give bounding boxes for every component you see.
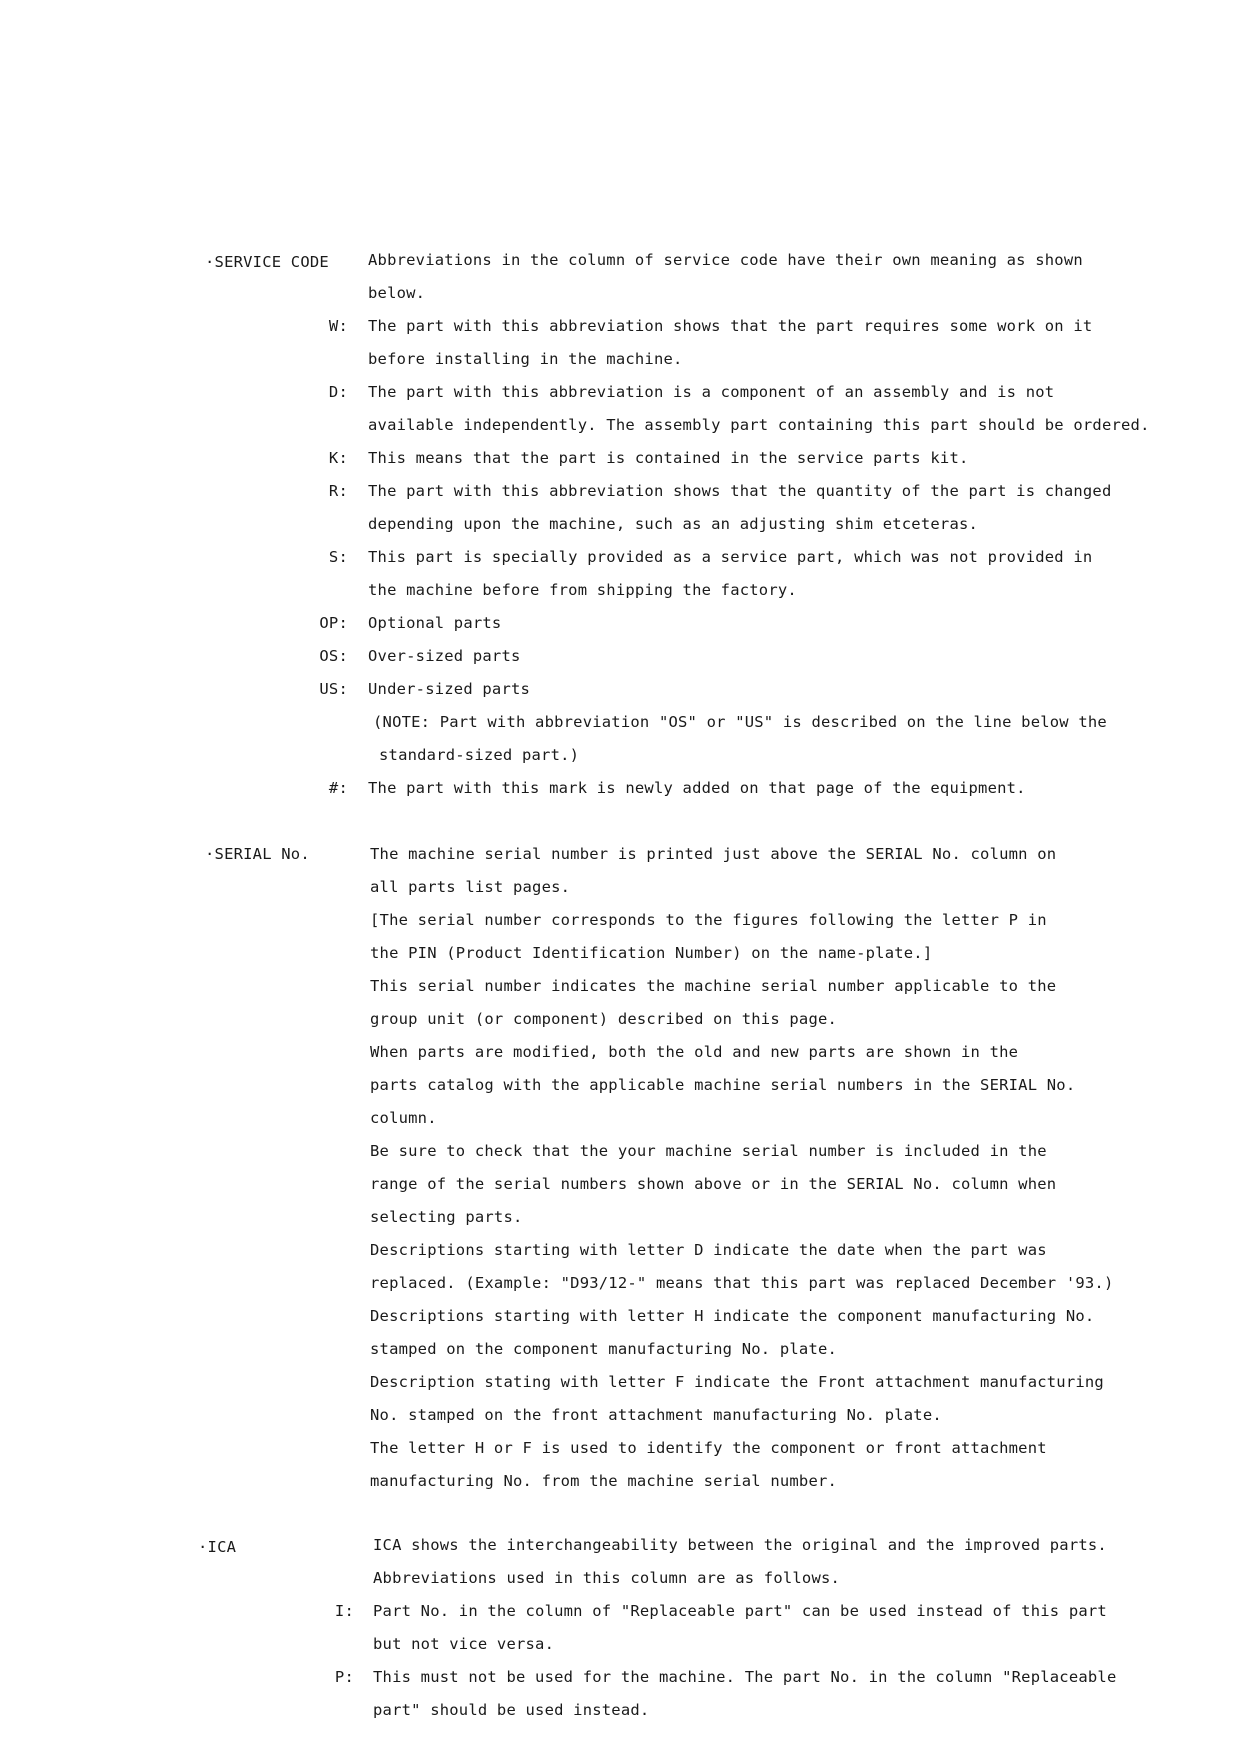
ica-intro: ICA shows the interchangeability between the original and the improved parts. (373, 1536, 1107, 1554)
serial-line: selecting parts. (370, 1208, 523, 1226)
service-code-intro: Abbreviations in the column of service code have their own meaning as shown (368, 251, 1083, 269)
code-k: K: (328, 449, 348, 467)
serial-line: the PIN (Product Identification Number) on the name-plate.] (370, 944, 933, 962)
code-d-text-cont: available independently. The assembly part containing this part should be ordered. (368, 416, 1150, 434)
code-d: D: (328, 383, 348, 401)
serial-line: No. stamped on the front attachment manufacturing No. plate. (370, 1406, 942, 1424)
code-os-text: Over-sized parts (368, 647, 521, 665)
code-p-text: This must not be used for the machine. The part No. in the column "Replaceable (373, 1668, 1117, 1686)
service-code-heading: ·SERVICE CODE (205, 253, 329, 271)
serial-line: manufacturing No. from the machine serial number. (370, 1472, 838, 1490)
code-i: I: (334, 1602, 354, 1620)
serial-line: column. (370, 1109, 437, 1127)
code-w: W: (328, 317, 348, 335)
code-p-text-cont: part" should be used instead. (373, 1701, 650, 1719)
code-w-text-cont: before installing in the machine. (368, 350, 683, 368)
serial-line: parts catalog with the applicable machine serial numbers in the SERIAL No. (370, 1076, 1076, 1094)
code-s-text: This part is specially provided as a service part, which was not provided in (368, 548, 1093, 566)
code-hash: #: (328, 779, 348, 797)
serial-line: This serial number indicates the machine serial number applicable to the (370, 977, 1057, 995)
serial-line: all parts list pages. (370, 878, 571, 896)
code-us: US: (319, 680, 348, 698)
ica-heading: ·ICA (198, 1538, 237, 1556)
code-s: S: (328, 548, 348, 566)
code-p: P: (334, 1668, 354, 1686)
code-os: OS: (319, 647, 348, 665)
code-r-text: The part with this abbreviation shows that the quantity of the part is changed (368, 482, 1112, 500)
code-r-text-cont: depending upon the machine, such as an adjusting shim etceteras. (368, 515, 979, 533)
serial-line: Descriptions starting with letter D indicate the date when the part was (370, 1241, 1047, 1259)
serial-line: Description stating with letter F indicate the Front attachment manufacturing (370, 1373, 1104, 1391)
code-s-text-cont: the machine before from shipping the factory. (368, 581, 797, 599)
code-op: OP: (319, 614, 348, 632)
size-note: (NOTE: Part with abbreviation "OS" or "US" is described on the line below the (373, 713, 1107, 731)
serial-line: Descriptions starting with letter H indicate the component manufacturing No. (370, 1307, 1095, 1325)
code-d-text: The part with this abbreviation is a component of an assembly and is not (368, 383, 1055, 401)
serial-line: Be sure to check that the your machine serial number is included in the (370, 1142, 1047, 1160)
serial-line: The machine serial number is printed just above the SERIAL No. column on (370, 845, 1057, 863)
code-i-text-cont: but not vice versa. (373, 1635, 555, 1653)
serial-line: The letter H or F is used to identify the component or front attachment (370, 1439, 1047, 1457)
code-i-text: Part No. in the column of "Replaceable part" can be used instead of this part (373, 1602, 1107, 1620)
size-note-cont: standard-sized part.) (379, 746, 580, 764)
code-w-text: The part with this abbreviation shows that the part requires some work on it (368, 317, 1093, 335)
serial-line: range of the serial numbers shown above or in the SERIAL No. column when (370, 1175, 1057, 1193)
serial-line: replaced. (Example: "D93/12-" means that this part was replaced December '93.) (370, 1274, 1114, 1292)
serial-line: [The serial number corresponds to the figures following the letter P in (370, 911, 1047, 929)
code-k-text: This means that the part is contained in the service parts kit. (368, 449, 969, 467)
serial-line: group unit (or component) described on this page. (370, 1010, 838, 1028)
code-op-text: Optional parts (368, 614, 502, 632)
serial-line: stamped on the component manufacturing No. plate. (370, 1340, 838, 1358)
ica-intro-cont: Abbreviations used in this column are as follows. (373, 1569, 841, 1587)
code-us-text: Under-sized parts (368, 680, 531, 698)
serial-line: When parts are modified, both the old and new parts are shown in the (370, 1043, 1019, 1061)
code-r: R: (328, 482, 348, 500)
code-hash-text: The part with this mark is newly added on that page of the equipment. (368, 779, 1026, 797)
service-code-intro-cont: below. (368, 284, 426, 302)
serial-no-heading: ·SERIAL No. (205, 845, 310, 863)
